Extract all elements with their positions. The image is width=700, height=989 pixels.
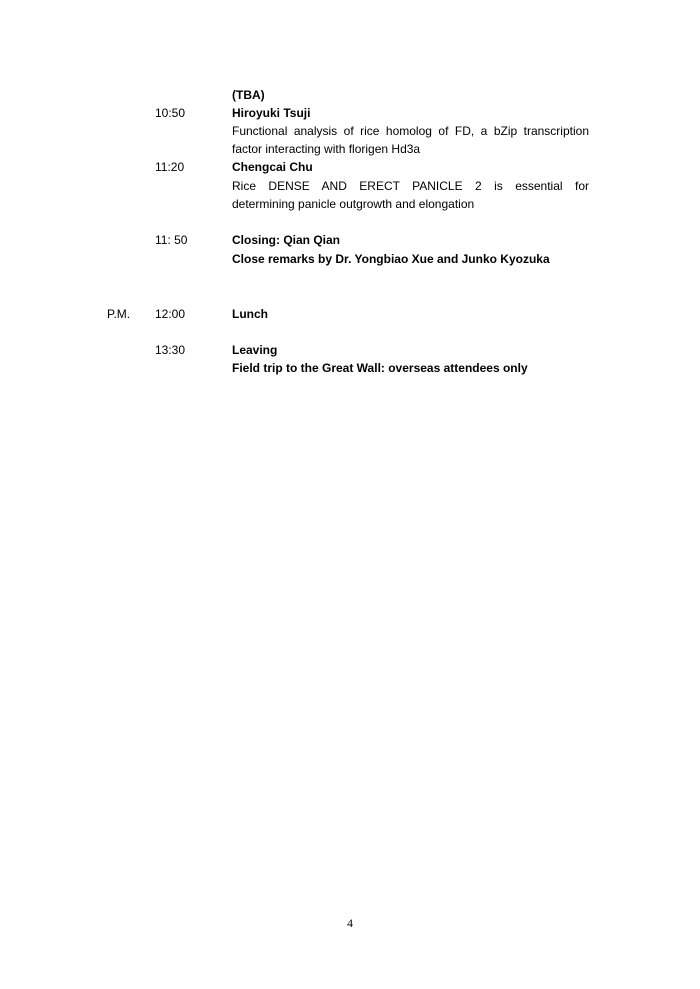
field-trip-note: Field trip to the Great Wall: overseas attendees only bbox=[232, 361, 528, 375]
leaving-time: 13:30 bbox=[155, 343, 186, 357]
talk-title-line: Rice DENSE AND ERECT PANICLE 2 is essential for bbox=[232, 179, 589, 193]
closing-title: Closing: Qian Qian bbox=[232, 233, 341, 247]
closing-remarks: Close remarks by Dr. Yongbiao Xue and Junko Kyozuka bbox=[232, 252, 550, 266]
speaker-name: Chengcai Chu bbox=[232, 160, 313, 174]
talk-title-line: Functional analysis of rice homolog of FD, a bZip transcription bbox=[232, 124, 589, 138]
lunch-label: Lunch bbox=[232, 307, 268, 321]
closing-time: 11: 50 bbox=[155, 233, 188, 247]
talk-title-line: determining panicle outgrowth and elongation bbox=[232, 197, 475, 211]
talk-time: 11:20 bbox=[155, 160, 185, 174]
talk-title-line: factor interacting with florigen Hd3a bbox=[232, 142, 421, 156]
speaker-name: Hiroyuki Tsuji bbox=[232, 106, 311, 120]
leaving-label: Leaving bbox=[232, 343, 278, 357]
page-number: 4 bbox=[347, 916, 353, 930]
tba-label: (TBA) bbox=[232, 88, 265, 102]
talk-time: 10:50 bbox=[155, 106, 186, 120]
period-label: P.M. bbox=[107, 307, 131, 321]
lunch-time: 12:00 bbox=[155, 307, 186, 321]
